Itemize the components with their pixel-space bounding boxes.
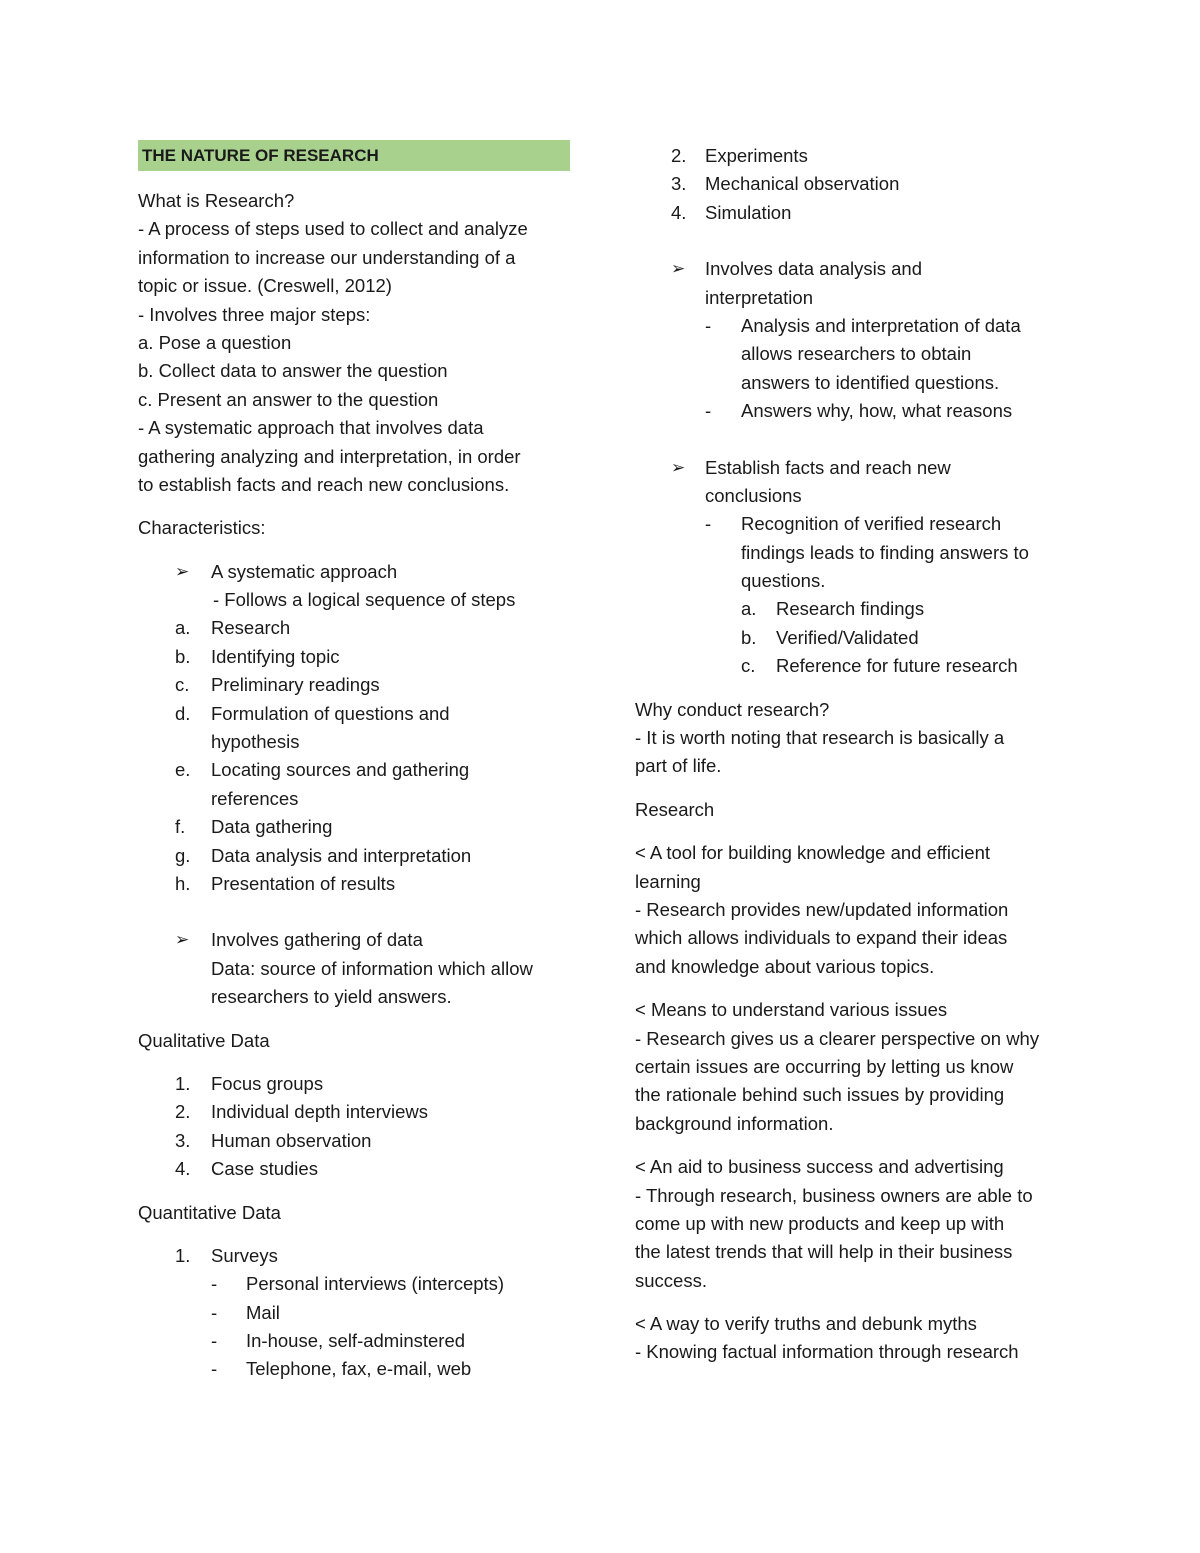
paragraph-line: come up with new products and keep up with	[635, 1212, 1005, 1234]
step-item: b. Collect data to answer the question	[138, 360, 448, 382]
list-text: Case studies	[211, 1158, 318, 1180]
sub-text: Analysis and interpretation of data	[741, 314, 1021, 336]
list-text: Research	[211, 617, 291, 639]
spacer	[635, 824, 1075, 839]
list-text: Mechanical observation	[705, 173, 900, 195]
step-item: c. Present an answer to the question	[138, 388, 439, 410]
characteristic-continued: conclusions	[705, 484, 802, 506]
paragraph-line: < Means to understand various issues	[635, 999, 948, 1021]
sub-item	[635, 510, 1075, 538]
list-text: Reference for future research	[776, 655, 1018, 677]
spacer	[138, 898, 570, 926]
list-marker: 4.	[671, 201, 687, 223]
list-marker: 2.	[175, 1101, 191, 1123]
characteristic-note: researchers to yield answers.	[211, 986, 452, 1008]
paragraph-line: certain issues are occurring by letting us know	[635, 1055, 1014, 1077]
characteristic-text: Establish facts and reach new	[705, 456, 951, 478]
list-marker: 1.	[175, 1244, 191, 1266]
characteristic-item	[635, 255, 1075, 283]
list-marker: 2.	[671, 145, 687, 166]
list-text: Data analysis and interpretation	[211, 844, 472, 866]
quantitative-heading: Quantitative Data	[138, 1201, 281, 1223]
survey-item	[138, 1270, 570, 1298]
definition-line: to establish facts and reach new conclusions.	[138, 473, 510, 495]
spacer	[138, 1055, 570, 1070]
paragraph-line: < A tool for building knowledge and efficient	[635, 842, 991, 864]
left-column	[138, 140, 570, 1384]
paragraph-line: which allows individuals to expand their ideas	[635, 927, 1008, 949]
definition-line: - Involves three major steps:	[138, 303, 371, 325]
dash-marker: -	[705, 513, 712, 535]
list-marker: b.	[175, 645, 191, 667]
spacer	[635, 1295, 1075, 1310]
list-text: Data gathering	[211, 816, 333, 838]
list-item	[138, 700, 570, 728]
list-item-continued: references	[211, 787, 299, 809]
spacer	[635, 227, 1075, 255]
arrow-bullet-icon: ➢	[175, 561, 190, 581]
definition-line: topic or issue. (Creswell, 2012)	[138, 275, 392, 297]
survey-text: Telephone, fax, e-mail, web	[246, 1358, 472, 1380]
characteristic-continued: interpretation	[705, 286, 813, 308]
list-marker: c.	[741, 655, 756, 677]
list-text: Human observation	[211, 1129, 372, 1151]
list-text: Identifying topic	[211, 645, 340, 667]
definition-line: gathering analyzing and interpretation, in order	[138, 445, 521, 467]
list-text: Focus groups	[211, 1072, 324, 1094]
spacer	[635, 681, 1075, 696]
paragraph-line: success.	[635, 1269, 707, 1291]
sub-continued: answers to identified questions.	[741, 371, 1000, 393]
dash-marker: -	[211, 1273, 218, 1295]
characteristic-text: Involves data analysis and	[705, 258, 922, 280]
characteristics-heading: Characteristics:	[138, 517, 266, 539]
list-item	[138, 842, 570, 870]
list-item	[635, 595, 1075, 623]
what-is-research-heading: What is Research?	[138, 190, 295, 211]
list-text: Verified/Validated	[776, 626, 919, 648]
list-item	[138, 870, 570, 898]
sub-item	[635, 312, 1075, 340]
list-marker: h.	[175, 872, 191, 894]
list-text: Individual depth interviews	[211, 1101, 428, 1123]
list-marker: a.	[175, 617, 191, 639]
survey-item	[138, 1355, 570, 1383]
list-marker: 4.	[175, 1158, 191, 1180]
reason-block	[635, 839, 1075, 981]
list-text: Formulation of questions and	[211, 702, 450, 724]
list-marker: c.	[175, 674, 190, 696]
list-item	[138, 1070, 570, 1098]
list-marker: a.	[741, 598, 757, 620]
list-item	[138, 813, 570, 841]
list-text: Research findings	[776, 598, 925, 620]
paragraph-line: learning	[635, 870, 701, 892]
characteristic-item	[138, 926, 570, 954]
list-marker: f.	[175, 816, 186, 838]
spacer	[635, 781, 1075, 796]
definition-line: - A systematic approach that involves data	[138, 417, 484, 439]
list-marker: 3.	[671, 173, 687, 195]
spacer	[138, 1012, 570, 1027]
list-item-continued: hypothesis	[211, 731, 300, 753]
list-text: Preliminary readings	[211, 674, 380, 696]
list-item	[635, 652, 1075, 680]
dash-marker: -	[211, 1358, 218, 1380]
list-item	[635, 199, 1075, 227]
paragraph-line: < A way to verify truths and debunk myths	[635, 1313, 977, 1335]
spacer	[138, 543, 570, 558]
why-research-heading: Why conduct research?	[635, 698, 830, 720]
qualitative-heading: Qualitative Data	[138, 1029, 270, 1051]
list-marker: d.	[175, 702, 191, 724]
reason-block	[635, 1310, 1075, 1367]
characteristic-item	[635, 454, 1075, 482]
list-item	[635, 624, 1075, 652]
list-item	[138, 614, 570, 642]
list-text: Experiments	[705, 145, 808, 166]
arrow-bullet-icon: ➢	[671, 259, 686, 279]
paragraph-line: - Research provides new/updated information	[635, 898, 1009, 920]
characteristic-note	[138, 586, 570, 614]
spacer	[635, 426, 1075, 454]
paragraph-line: - Research gives us a clearer perspective on why	[635, 1027, 1040, 1049]
list-item	[138, 643, 570, 671]
survey-item	[138, 1299, 570, 1327]
arrow-bullet-icon: ➢	[175, 930, 190, 950]
list-text: Locating sources and gathering	[211, 759, 470, 781]
paragraph-line: - Through research, business owners are able to	[635, 1184, 1033, 1206]
spacer	[635, 1138, 1075, 1153]
sub-text: Answers why, how, what reasons	[741, 400, 1013, 422]
characteristic-text: A systematic approach	[211, 560, 398, 582]
paragraph-line: the rationale behind such issues by providing	[635, 1084, 1005, 1106]
list-item	[138, 1242, 570, 1270]
dash-marker: -	[211, 1330, 218, 1352]
paragraph-line: - Knowing factual information through research	[635, 1341, 1019, 1363]
paragraph-line: and knowledge about various topics.	[635, 955, 935, 977]
list-marker: e.	[175, 759, 191, 781]
spacer	[138, 1184, 570, 1199]
list-marker: 1.	[175, 1072, 191, 1094]
sub-continued: allows researchers to obtain	[741, 343, 972, 365]
dash-marker: -	[705, 314, 712, 336]
step-item: a. Pose a question	[138, 331, 292, 353]
spacer	[138, 1227, 570, 1242]
dash-marker: -	[705, 400, 712, 422]
list-text: Simulation	[705, 201, 792, 223]
characteristic-note: Data: source of information which allow	[211, 957, 533, 979]
arrow-bullet-icon: ➢	[671, 457, 686, 477]
survey-text: Mail	[246, 1301, 280, 1323]
characteristic-item	[138, 558, 570, 586]
list-item	[138, 756, 570, 784]
list-text: Presentation of results	[211, 872, 396, 894]
characteristic-text: Involves gathering of data	[211, 929, 423, 951]
list-item	[138, 1155, 570, 1183]
sub-continued: findings leads to finding answers to	[741, 541, 1029, 563]
reason-block	[635, 996, 1075, 1138]
sub-item	[635, 397, 1075, 425]
paragraph-line: < An aid to business success and advertising	[635, 1156, 1004, 1178]
list-marker: 3.	[175, 1129, 191, 1151]
list-item	[138, 1127, 570, 1155]
spacer	[635, 981, 1075, 996]
paragraph-line: part of life.	[635, 755, 722, 777]
dash-marker: -	[211, 1301, 218, 1323]
section-title: THE NATURE OF RESEARCH	[138, 140, 570, 171]
paragraph-line: - It is worth noting that research is basically a	[635, 727, 1005, 749]
list-item	[138, 671, 570, 699]
sub-text: Recognition of verified research	[741, 513, 1002, 535]
survey-item	[138, 1327, 570, 1355]
survey-text: In-house, self-adminstered	[246, 1330, 466, 1352]
spacer	[138, 499, 570, 514]
definition-line: information to increase our understanding of a	[138, 246, 516, 268]
note-text: - Follows a logical sequence of steps	[213, 589, 516, 611]
list-marker: g.	[175, 844, 191, 866]
research-heading: Research	[635, 798, 715, 820]
list-item	[635, 142, 1075, 170]
list-item	[138, 1098, 570, 1126]
reason-block	[635, 1153, 1075, 1295]
list-marker: b.	[741, 626, 757, 648]
survey-text: Personal interviews (intercepts)	[246, 1273, 505, 1295]
list-text: Surveys	[211, 1244, 278, 1266]
paragraph-line: the latest trends that will help in their business	[635, 1241, 1013, 1263]
sub-continued: questions.	[741, 570, 826, 592]
right-column	[635, 142, 1075, 1367]
paragraph-line: background information.	[635, 1112, 834, 1134]
list-item	[635, 170, 1075, 198]
definition-line: - A process of steps used to collect and analyze	[138, 218, 528, 240]
